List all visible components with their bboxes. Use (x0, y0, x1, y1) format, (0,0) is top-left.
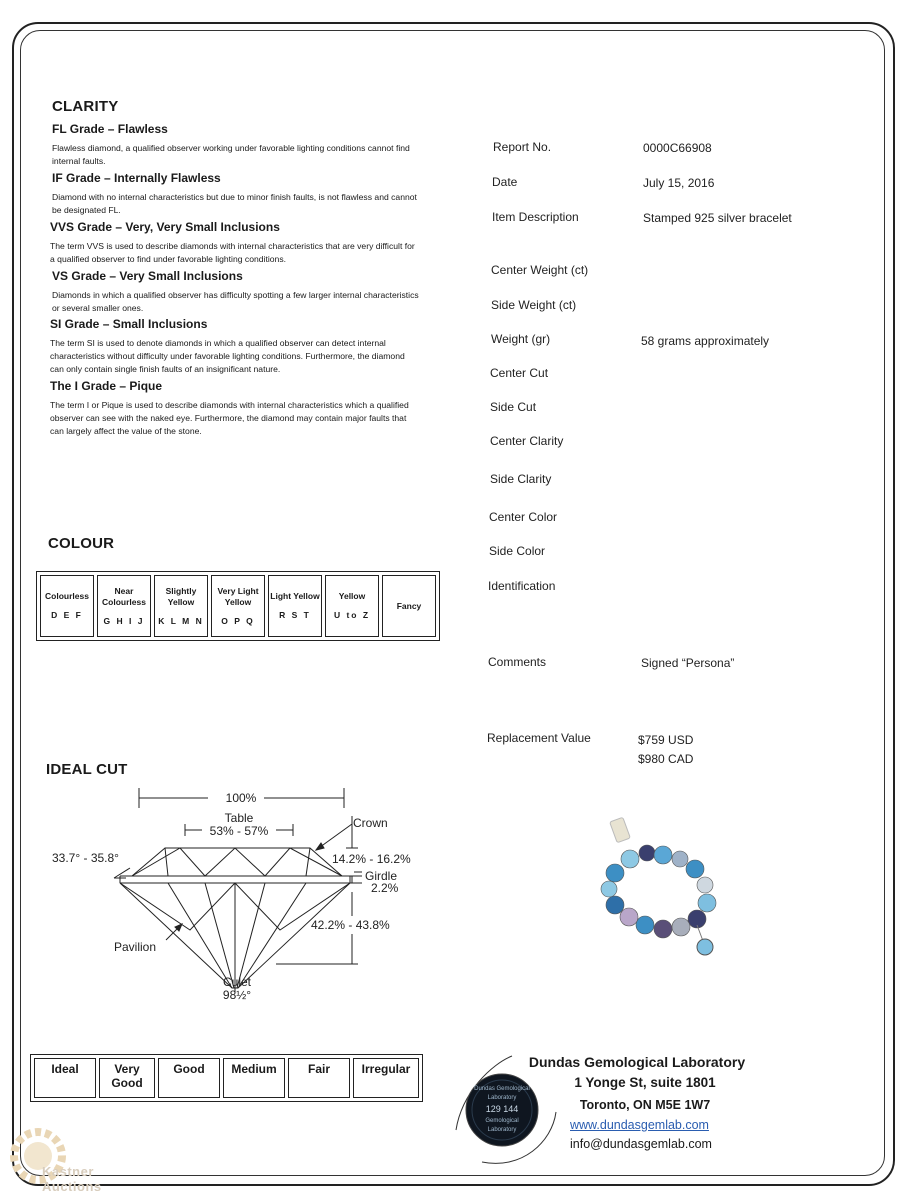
colour-cell: Slightly Yellow K L M N (154, 575, 208, 637)
grade-description: The term VVS is used to describe diamonds with internal characteristics that are very difficult for a qualified observer to find under favorable lighting conditions. (50, 241, 415, 264)
clarity-grade-vs (52, 269, 422, 315)
field-label: Item Description (492, 210, 579, 224)
diagram-label-table: Table (224, 811, 254, 825)
grade-description: The term SI is used to denote diamonds in which a qualified observer can detect internal characteristics without difficulty under favorable lighting conditions. Furthermore, the diamond can only contain single finish faults of an insignificant nature. (50, 338, 405, 374)
diamond-diagram (40, 780, 430, 1010)
grade-description: The term I or Pique is used to describe diamonds with internal characteristics which a qualified observer can see with the naked eye. Furthermore, the diamond may contain major faults that can largely affect the value of the stone. (50, 400, 409, 436)
clarity-grade-i (50, 379, 420, 438)
replacement-cad: $980 CAD (638, 752, 694, 766)
cut-grade-cell: Medium (223, 1058, 285, 1098)
auction-watermark (8, 1118, 148, 1192)
cut-grade-scale (30, 1054, 423, 1102)
grade-title: VS Grade – Very Small Inclusions (52, 269, 243, 283)
field-label: Date (492, 175, 518, 189)
grade-title: FL Grade – Flawless (52, 122, 168, 136)
clarity-heading: CLARITY (52, 98, 119, 115)
field-value: Signed “Persona” (641, 656, 735, 670)
grade-description: Diamonds in which a qualified observer has difficulty spotting a few larger internal characteristics or several smaller ones. (52, 290, 419, 313)
lab-seal (452, 1052, 562, 1172)
field-label: Center Clarity (490, 434, 564, 448)
diagram-label-pavilion: Pavilion (114, 940, 157, 954)
field-value: Stamped 925 silver bracelet (643, 211, 792, 225)
field-label: Center Cut (490, 366, 549, 380)
colour-cell: Light Yellow R S T (268, 575, 322, 637)
field-value: 0000C66908 (643, 141, 712, 155)
diagram-label-culet-value: 98½° (222, 988, 252, 1002)
colour-heading: COLOUR (48, 535, 115, 552)
cut-grade-cell: Ideal (34, 1058, 96, 1098)
lab-address-line-2: Toronto, ON M5E 1W7 (579, 1098, 711, 1112)
grade-title: VVS Grade – Very, Very Small Inclusions (50, 220, 280, 234)
field-label: Center Weight (ct) (491, 263, 589, 277)
colour-cell: Colourless D E F (40, 575, 94, 637)
watermark-text: Kastner Auctions (42, 1164, 102, 1194)
replacement-usd: $759 USD (638, 733, 694, 747)
colour-cell: Fancy (382, 575, 436, 637)
field-label: Side Clarity (490, 472, 552, 486)
field-label: Side Color (489, 544, 546, 558)
field-label: Identification (488, 579, 556, 593)
cut-grade-cell: Fair (288, 1058, 350, 1098)
field-value: July 15, 2016 (643, 176, 715, 190)
field-label: Comments (488, 655, 547, 669)
grade-title: The I Grade – Pique (50, 379, 163, 393)
grade-title: SI Grade – Small Inclusions (50, 317, 208, 331)
field-label: Center Color (489, 510, 558, 524)
clarity-grade-vvs (50, 220, 420, 266)
field-label: Report No. (493, 140, 552, 154)
diagram-label-crown-angle: 33.7° - 35.8° (52, 851, 119, 865)
diagram-label-crown: Crown (353, 816, 388, 830)
seal-text: Laboratory (487, 1095, 517, 1101)
clarity-grade-si (50, 317, 420, 376)
colour-cell: Very Light Yellow O P Q (211, 575, 265, 637)
diagram-label-girdle: Girdle (365, 869, 398, 883)
field-label: Side Weight (ct) (491, 298, 577, 312)
replacement-label: Replacement Value (487, 731, 591, 745)
colour-cell: Yellow U to Z (325, 575, 379, 637)
diagram-label-girdle-value: 2.2% (371, 881, 399, 895)
field-value: 58 grams approximately (641, 334, 770, 348)
grade-description: Flawless diamond, a qualified observer working under favorable lighting conditions cannot find internal faults. (52, 143, 410, 166)
clarity-section (52, 98, 118, 115)
lab-address-line-1: 1 Yonge St, suite 1801 (574, 1075, 716, 1090)
bracelet-photo (585, 815, 735, 965)
diagram-label-table-range: 53% - 57% (209, 824, 269, 838)
diagram-label-pavilion-depth: 42.2% - 43.8% (311, 918, 390, 932)
grade-title: IF Grade – Internally Flawless (52, 171, 221, 185)
colour-scale (36, 571, 440, 641)
seal-text: Gemological (485, 1118, 519, 1124)
field-label: Side Cut (490, 400, 537, 414)
field-label: Weight (gr) (491, 332, 551, 346)
seal-text: 129 144 (485, 1104, 519, 1114)
diagram-label-crown-height: 14.2% - 16.2% (332, 852, 411, 866)
cut-grade-cell: Irregular (353, 1058, 419, 1098)
cut-grade-cell: Good (158, 1058, 220, 1098)
cut-grade-cell: Very Good (99, 1058, 155, 1098)
seal-text: Dundas Gemological (474, 1086, 530, 1092)
clarity-grade-fl (52, 122, 422, 168)
lab-website-link[interactable]: www.dundasgemlab.com (570, 1118, 709, 1132)
lab-email: info@dundasgemlab.com (570, 1137, 712, 1151)
seal-text: Laboratory (487, 1127, 517, 1133)
clarity-grade-if (52, 171, 422, 217)
ideal-cut-heading: IDEAL CUT (46, 761, 128, 778)
colour-cell: Near Colourless G H I J (97, 575, 151, 637)
lab-name: Dundas Gemological Laboratory (528, 1054, 746, 1070)
grade-description: Diamond with no internal characteristics but due to minor finish faults, is not flawless and cannot be designated FL. (52, 192, 417, 215)
diagram-label-width: 100% (225, 791, 257, 805)
diagram-label-culet: Culet (222, 975, 252, 989)
